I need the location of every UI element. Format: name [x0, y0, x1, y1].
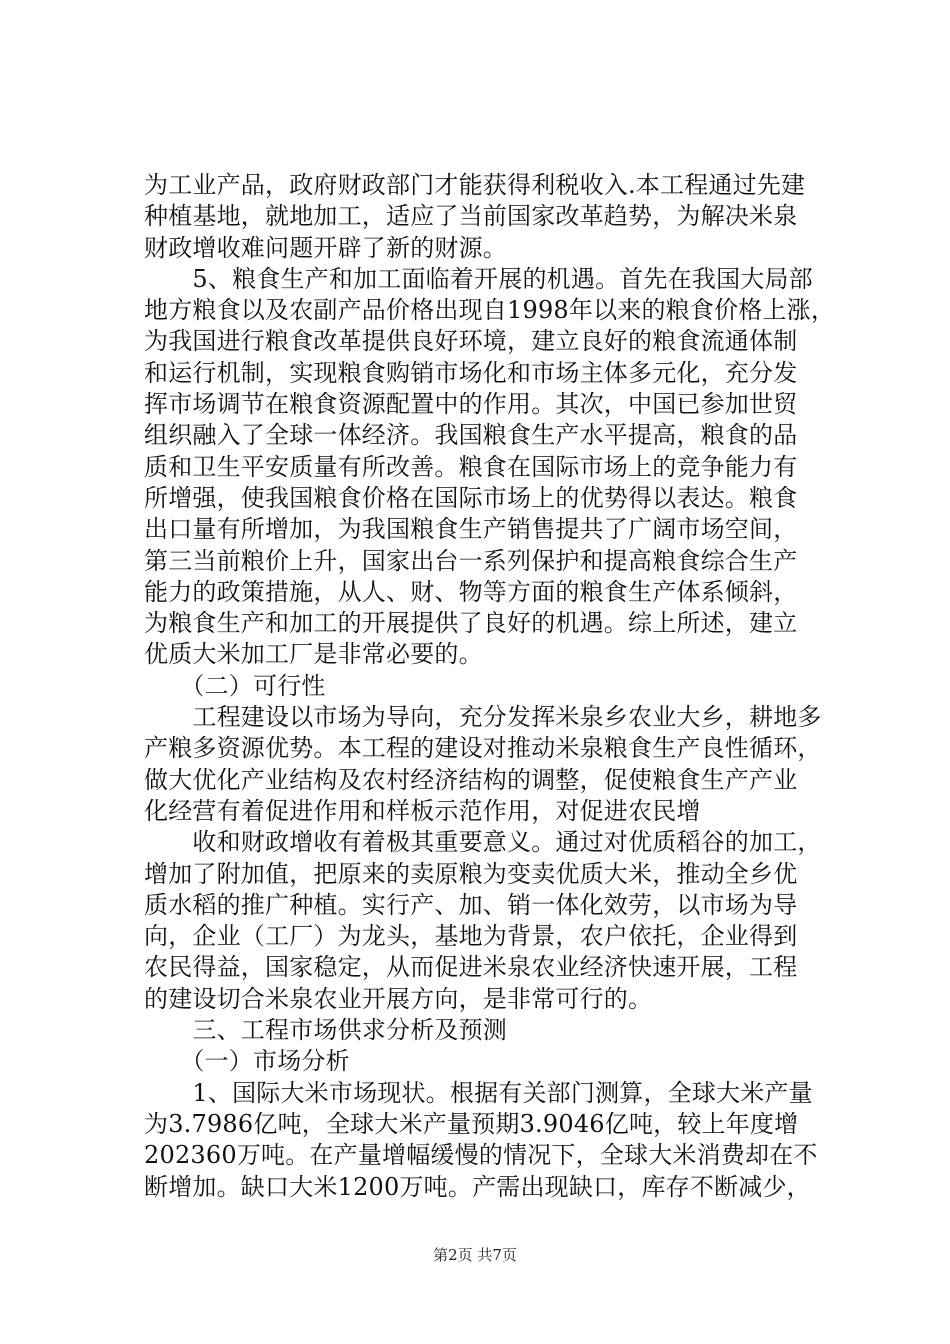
- text-line: 收和财政增收有着极其重要意义。通过对优质稻谷的加工，: [144, 828, 822, 857]
- text-line: 断增加。缺口大米1200万吨。产需出现缺口，库存不断减少，: [144, 1172, 811, 1201]
- text-line: 组织融入了全球一体经济。我国粮食生产水平提高，粮食的品: [144, 421, 798, 450]
- text-line: 所增强，使我国粮食价格在国际市场上的优势得以表达。粮食: [144, 483, 798, 512]
- text-line: 地方粮食以及农副产品价格出现自1998年以来的粮食价格上涨，: [144, 296, 836, 325]
- text-line: 挥市场调节在粮食资源配置中的作用。其次，中国已参加世贸: [144, 390, 798, 419]
- text-line: 化经营有着促进作用和样板示范作用，对促进农民增: [144, 796, 701, 825]
- text-line: 做大优化产业结构及农村经济结构的调整，促使粮食生产产业: [144, 765, 798, 794]
- text-line: 1、国际大米市场现状。根据有关部门测算，全球大米产量: [144, 1078, 813, 1107]
- text-line: 财政增收难问题开辟了新的财源。: [144, 233, 507, 262]
- document-body: [144, 170, 834, 1203]
- text-line: 优质大米加工厂是非常必要的。: [144, 640, 483, 669]
- text-line: 质水稻的推广种植。实行产、加、销一体化效劳，以市场为导: [144, 890, 798, 919]
- text-line: 第三当前粮价上升，国家出台一系列保护和提高粮食综合生产: [144, 546, 798, 575]
- section-heading: （一）市场分析: [144, 1047, 350, 1076]
- text-line: 向，企业（工厂）为龙头，基地为背景，农户依托，企业得到: [144, 922, 798, 951]
- text-line: 质和卫生平安质量有所改善。粮食在国际市场上的竞争能力有: [144, 452, 798, 481]
- page-number-label: 第2页 共7页: [433, 1246, 517, 1264]
- text-line: 增加了附加值，把原来的卖原粮为变卖优质大米，推动全乡优: [144, 859, 798, 888]
- section-heading: （二）可行性: [144, 671, 326, 700]
- text-line: 工程建设以市场为导向，充分发挥米泉乡农业大乡，耕地多: [144, 703, 822, 732]
- text-line: 种植基地，就地加工，适应了当前国家改革趋势，为解决米泉: [144, 202, 798, 231]
- text-line: 为粮食生产和加工的开展提供了良好的机遇。综上所述，建立: [144, 609, 798, 638]
- text-line: 能力的政策措施，从人、财、物等方面的粮食生产体系倾斜，: [144, 577, 798, 606]
- text-line: 产粮多资源优势。本工程的建设对推动米泉粮食生产良性循环，: [144, 734, 822, 763]
- section-heading: 三、工程市场供求分析及预测: [144, 1016, 507, 1045]
- text-line: 为工业产品，政府财政部门才能获得利税收入.本工程通过先建: [144, 171, 806, 199]
- text-line: 和运行机制，实现粮食购销市场化和市场主体多元化，充分发: [144, 358, 798, 387]
- text-line: 5、粮食生产和加工面临着开展的机遇。首先在我国大局部: [144, 264, 813, 293]
- text-line: 农民得益，国家稳定，从而促进米泉农业经济快速开展，工程: [144, 953, 798, 982]
- text-line: 为3.7986亿吨，全球大米产量预期3.9046亿吨，较上年度增: [144, 1109, 799, 1138]
- text-line: 的建设切合米泉农业开展方向，是非常可行的。: [144, 984, 653, 1013]
- text-line: 出口量有所增加，为我国粮食生产销售提共了广阔市场空间，: [144, 515, 798, 544]
- page-footer: [0, 1245, 950, 1265]
- text-line: 202360万吨。在产量增幅缓慢的情况下，全球大米消费却在不: [144, 1141, 818, 1170]
- text-line: 为我国进行粮食改革提供良好环境，建立良好的粮食流通体制: [144, 327, 798, 356]
